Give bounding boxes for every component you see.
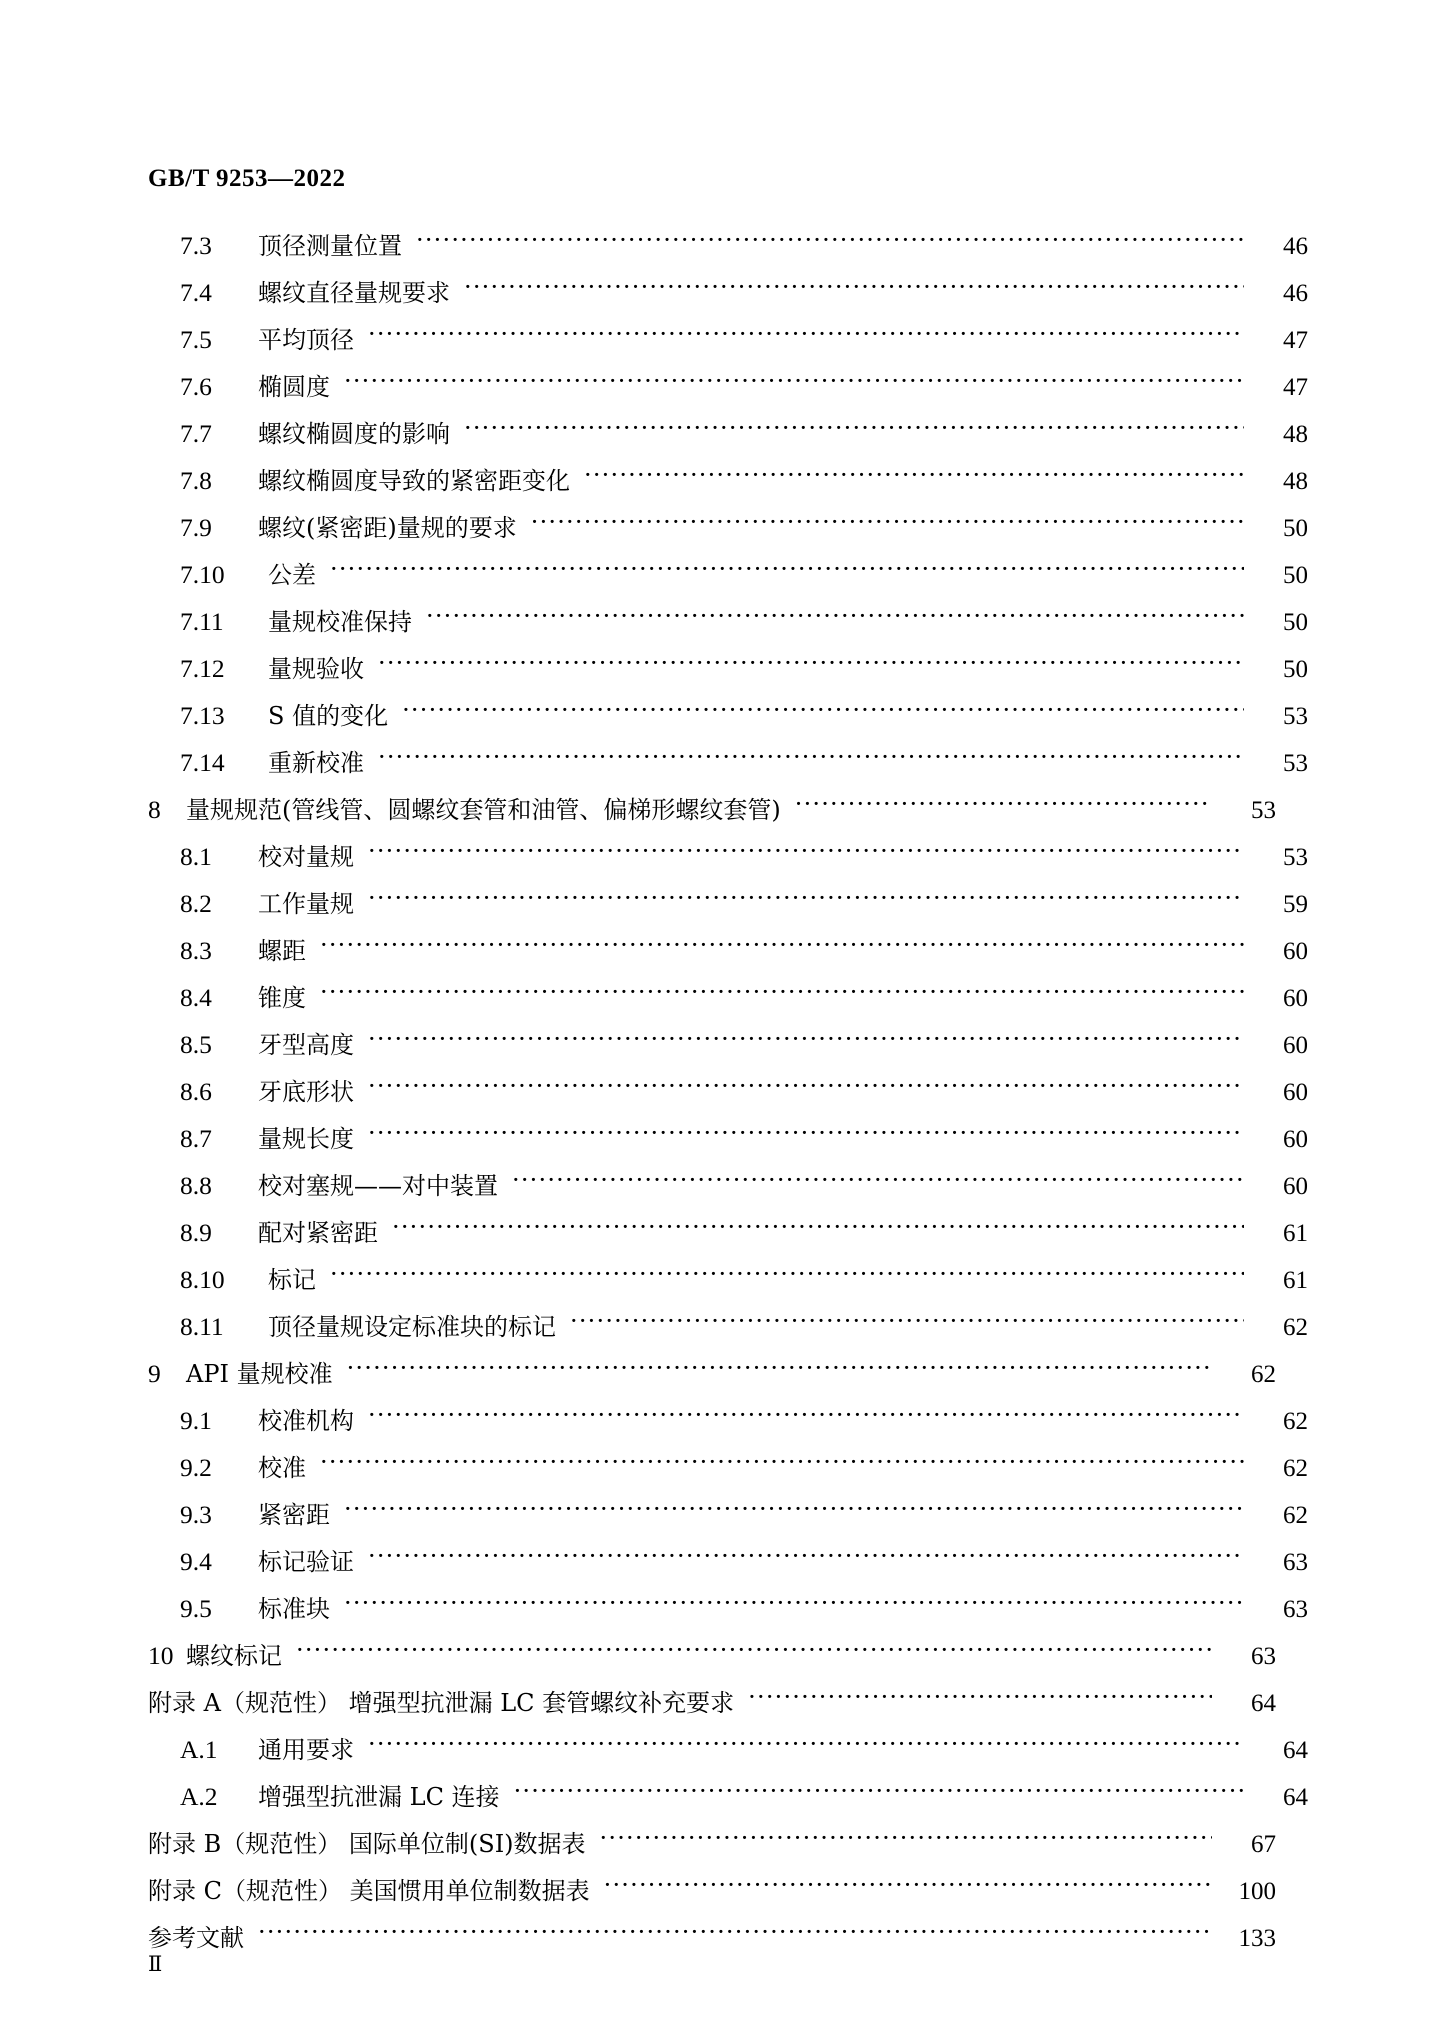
toc-entry[interactable] [148,322,1308,353]
toc-entry[interactable] [148,1356,1276,1387]
toc-entry-number: 7.12 [180,653,225,683]
toc-entry[interactable] [148,1920,1276,1951]
toc-entry-number: 9 [148,1358,161,1388]
toc-entry-number: 7.6 [180,371,212,401]
page-folio-number: Ⅱ [148,1952,163,1976]
toc-leader-dots [320,980,1244,1006]
toc-leader-dots [368,1074,1244,1100]
toc-entry-title: API 量规校准 [186,1359,333,1388]
toc-entry[interactable] [148,839,1308,870]
toc-leader-dots [320,1450,1244,1476]
toc-leader-dots [748,1685,1212,1711]
toc-leader-dots [320,933,1244,959]
toc-entry-page-number: 46 [1283,279,1308,307]
toc-entry[interactable] [148,1168,1308,1199]
toc-entry-page-number: 60 [1283,937,1308,965]
toc-leader-dots [514,1779,1244,1805]
toc-entry-page-number: 133 [1238,1924,1276,1952]
toc-entry-number: 8.6 [180,1076,212,1106]
toc-entry-number: 8.10 [180,1264,225,1294]
toc-leader-dots [604,1873,1212,1899]
toc-leader-dots [795,792,1212,818]
toc-leader-dots [531,510,1244,536]
toc-entry-page-number: 50 [1283,655,1308,683]
toc-entry-title: 附录 C（规范性） 美国惯用单位制数据表 [148,1876,590,1905]
toc-entry-title: 量规验收 [268,654,364,683]
toc-entry-title: 紧密距 [258,1500,330,1529]
toc-entry-number: 7.5 [180,324,212,354]
toc-entry[interactable] [148,275,1308,306]
toc-entry-page-number: 100 [1238,1877,1276,1905]
toc-entry-title: 牙底形状 [258,1077,354,1106]
toc-entry-number: 8.9 [180,1217,212,1247]
toc-entry-title: 公差 [268,560,316,589]
toc-entry-page-number: 62 [1283,1501,1308,1529]
toc-entry[interactable] [148,1591,1308,1622]
toc-entry-page-number: 62 [1283,1313,1308,1341]
toc-entry-page-number: 63 [1251,1642,1276,1670]
toc-entry-title: 螺纹椭圆度导致的紧密距变化 [258,466,570,495]
toc-leader-dots [570,1309,1244,1335]
toc-entry-title: 顶径测量位置 [258,231,402,260]
toc-entry-number: 9.1 [180,1405,212,1435]
standard-number-header: GB/T 9253—2022 [148,165,346,192]
toc-entry[interactable] [148,651,1308,682]
toc-entry-page-number: 61 [1283,1266,1308,1294]
toc-leader-dots [392,1215,1244,1241]
toc-entry-page-number: 60 [1283,1078,1308,1106]
toc-entry-title: 量规校准保持 [268,607,412,636]
toc-entry[interactable] [148,980,1308,1011]
toc-leader-dots [416,228,1244,254]
toc-entry[interactable] [148,1685,1276,1716]
toc-entry-number: 8.11 [180,1311,224,1341]
toc-entry[interactable] [148,1497,1308,1528]
toc-entry-number: 8.1 [180,841,212,871]
toc-leader-dots [584,463,1244,489]
toc-entry-number: 8.4 [180,982,212,1012]
toc-entry-number: 9.5 [180,1593,212,1623]
toc-entry[interactable] [148,745,1308,776]
toc-entry-title: 增强型抗泄漏 LC 连接 [258,1782,500,1811]
toc-entry-title: 椭圆度 [258,372,330,401]
toc-entry[interactable] [148,369,1308,400]
toc-entry-number: A.2 [180,1781,218,1811]
toc-entry[interactable] [148,604,1308,635]
toc-entry[interactable] [148,1450,1308,1481]
toc-entry[interactable] [148,1121,1308,1152]
toc-entry-page-number: 62 [1283,1454,1308,1482]
toc-entry-page-number: 67 [1251,1830,1276,1858]
toc-leader-dots [512,1168,1244,1194]
toc-entry-title: 校准机构 [258,1406,354,1435]
toc-entry-title: 螺距 [258,936,306,965]
toc-leader-dots [368,1027,1244,1053]
toc-entry-number: 7.9 [180,512,212,542]
toc-leader-dots [378,745,1244,771]
toc-entry[interactable] [148,1403,1308,1434]
toc-leader-dots [368,1544,1244,1570]
toc-entry[interactable] [148,1309,1308,1340]
toc-entry[interactable] [148,1027,1308,1058]
toc-entry-title: 量规长度 [258,1124,354,1153]
toc-entry-page-number: 64 [1283,1736,1308,1764]
toc-leader-dots [258,1920,1212,1946]
toc-entry[interactable] [148,1074,1308,1105]
toc-leader-dots [344,369,1244,395]
toc-entry[interactable] [148,1638,1276,1669]
toc-entry-title: 牙型高度 [258,1030,354,1059]
toc-entry-page-number: 60 [1283,1172,1308,1200]
toc-entry-number: 9.2 [180,1452,212,1482]
toc-entry-page-number: 50 [1283,514,1308,542]
toc-entry[interactable] [148,1215,1308,1246]
table-of-contents [148,228,1308,1967]
toc-entry-page-number: 63 [1283,1595,1308,1623]
toc-entry-number: 7.4 [180,277,212,307]
toc-entry-page-number: 63 [1283,1548,1308,1576]
toc-entry-title: 附录 A（规范性） 增强型抗泄漏 LC 套管螺纹补充要求 [148,1688,735,1717]
toc-leader-dots [368,1121,1244,1147]
toc-leader-dots [378,651,1244,677]
toc-entry-page-number: 53 [1283,702,1308,730]
toc-entry-number: 7.14 [180,747,225,777]
toc-entry-title: 配对紧密距 [258,1218,378,1247]
toc-leader-dots [426,604,1244,630]
toc-leader-dots [368,839,1244,865]
toc-leader-dots [347,1356,1212,1382]
toc-entry-number: 7.8 [180,465,212,495]
toc-entry-page-number: 50 [1283,561,1308,589]
toc-entry-number: 7.11 [180,606,224,636]
toc-entry[interactable] [148,698,1308,729]
toc-entry[interactable] [148,1262,1308,1293]
toc-entry-title: 标记 [268,1265,316,1294]
toc-entry-page-number: 50 [1283,608,1308,636]
toc-entry[interactable] [148,933,1308,964]
toc-entry-page-number: 61 [1283,1219,1308,1247]
toc-entry-number: 8.7 [180,1123,212,1153]
toc-leader-dots [330,557,1244,583]
toc-entry-title: 参考文献 [148,1923,244,1952]
toc-entry-title: 附录 B（规范性） 国际单位制(SI)数据表 [148,1829,586,1858]
toc-entry[interactable] [148,886,1308,917]
toc-leader-dots [368,886,1244,912]
toc-entry-title: 顶径量规设定标准块的标记 [268,1312,556,1341]
toc-entry-page-number: 46 [1283,232,1308,260]
toc-entry-number: 8.8 [180,1170,212,1200]
toc-entry-title: 重新校准 [268,748,364,777]
toc-leader-dots [330,1262,1244,1288]
toc-entry-number: 9.4 [180,1546,212,1576]
toc-entry-page-number: 59 [1283,890,1308,918]
toc-entry-title: 平均顶径 [258,325,354,354]
toc-leader-dots [368,1403,1244,1429]
toc-entry-page-number: 47 [1283,373,1308,401]
toc-entry-number: 7.10 [180,559,225,589]
toc-leader-dots [600,1826,1212,1852]
toc-entry[interactable] [148,510,1308,541]
toc-entry[interactable] [148,1732,1308,1763]
toc-leader-dots [464,416,1244,442]
toc-entry-page-number: 53 [1283,843,1308,871]
toc-entry[interactable] [148,416,1308,447]
toc-entry-title: 量规规范(管线管、圆螺纹套管和油管、偏梯形螺纹套管) [186,795,781,824]
toc-leader-dots [344,1591,1244,1617]
toc-entry[interactable] [148,463,1308,494]
toc-entry-title: 锥度 [258,983,306,1012]
toc-entry[interactable] [148,1544,1308,1575]
toc-entry-title: 标准块 [258,1594,330,1623]
toc-entry-number: 9.3 [180,1499,212,1529]
toc-entry-page-number: 48 [1283,467,1308,495]
toc-entry-number: 8 [148,794,161,824]
toc-entry-number: 8.2 [180,888,212,918]
toc-leader-dots [464,275,1244,301]
toc-leader-dots [368,1732,1244,1758]
toc-entry-page-number: 62 [1283,1407,1308,1435]
toc-entry-page-number: 62 [1251,1360,1276,1388]
toc-entry-page-number: 53 [1283,749,1308,777]
toc-entry-page-number: 60 [1283,1125,1308,1153]
toc-leader-dots [296,1638,1212,1664]
toc-entry-page-number: 53 [1251,796,1276,824]
toc-entry-number: 7.13 [180,700,225,730]
toc-entry-page-number: 60 [1283,1031,1308,1059]
toc-entry-page-number: 48 [1283,420,1308,448]
toc-entry-number: 8.3 [180,935,212,965]
toc-entry-title: 通用要求 [258,1735,354,1764]
toc-entry-title: 标记验证 [258,1547,354,1576]
toc-entry-number: 10 [148,1640,174,1670]
toc-leader-dots [402,698,1244,724]
toc-entry-title: 校对量规 [258,842,354,871]
toc-entry[interactable] [148,228,1308,259]
toc-entry-title: 工作量规 [258,889,354,918]
toc-entry[interactable] [148,1826,1276,1857]
toc-entry-number: 7.7 [180,418,212,448]
toc-entry-title: 螺纹(紧密距)量规的要求 [258,513,517,542]
toc-entry-page-number: 47 [1283,326,1308,354]
toc-leader-dots [344,1497,1244,1523]
toc-entry-page-number: 60 [1283,984,1308,1012]
toc-leader-dots [368,322,1244,348]
toc-entry-title: 校准 [258,1453,306,1482]
toc-entry[interactable] [148,1873,1276,1904]
toc-entry-page-number: 64 [1283,1783,1308,1811]
toc-entry-number: A.1 [180,1734,218,1764]
toc-entry-page-number: 64 [1251,1689,1276,1717]
toc-entry[interactable] [148,1779,1308,1810]
toc-entry-title: 螺纹直径量规要求 [258,278,450,307]
toc-entry-title: 校对塞规——对中装置 [258,1171,498,1200]
toc-entry-title: 螺纹标记 [186,1641,282,1670]
toc-entry-title: 螺纹椭圆度的影响 [258,419,450,448]
toc-entry[interactable] [148,557,1308,588]
toc-entry[interactable] [148,792,1276,823]
toc-entry-number: 7.3 [180,230,212,260]
toc-entry-number: 8.5 [180,1029,212,1059]
toc-entry-title: S 值的变化 [268,701,389,730]
